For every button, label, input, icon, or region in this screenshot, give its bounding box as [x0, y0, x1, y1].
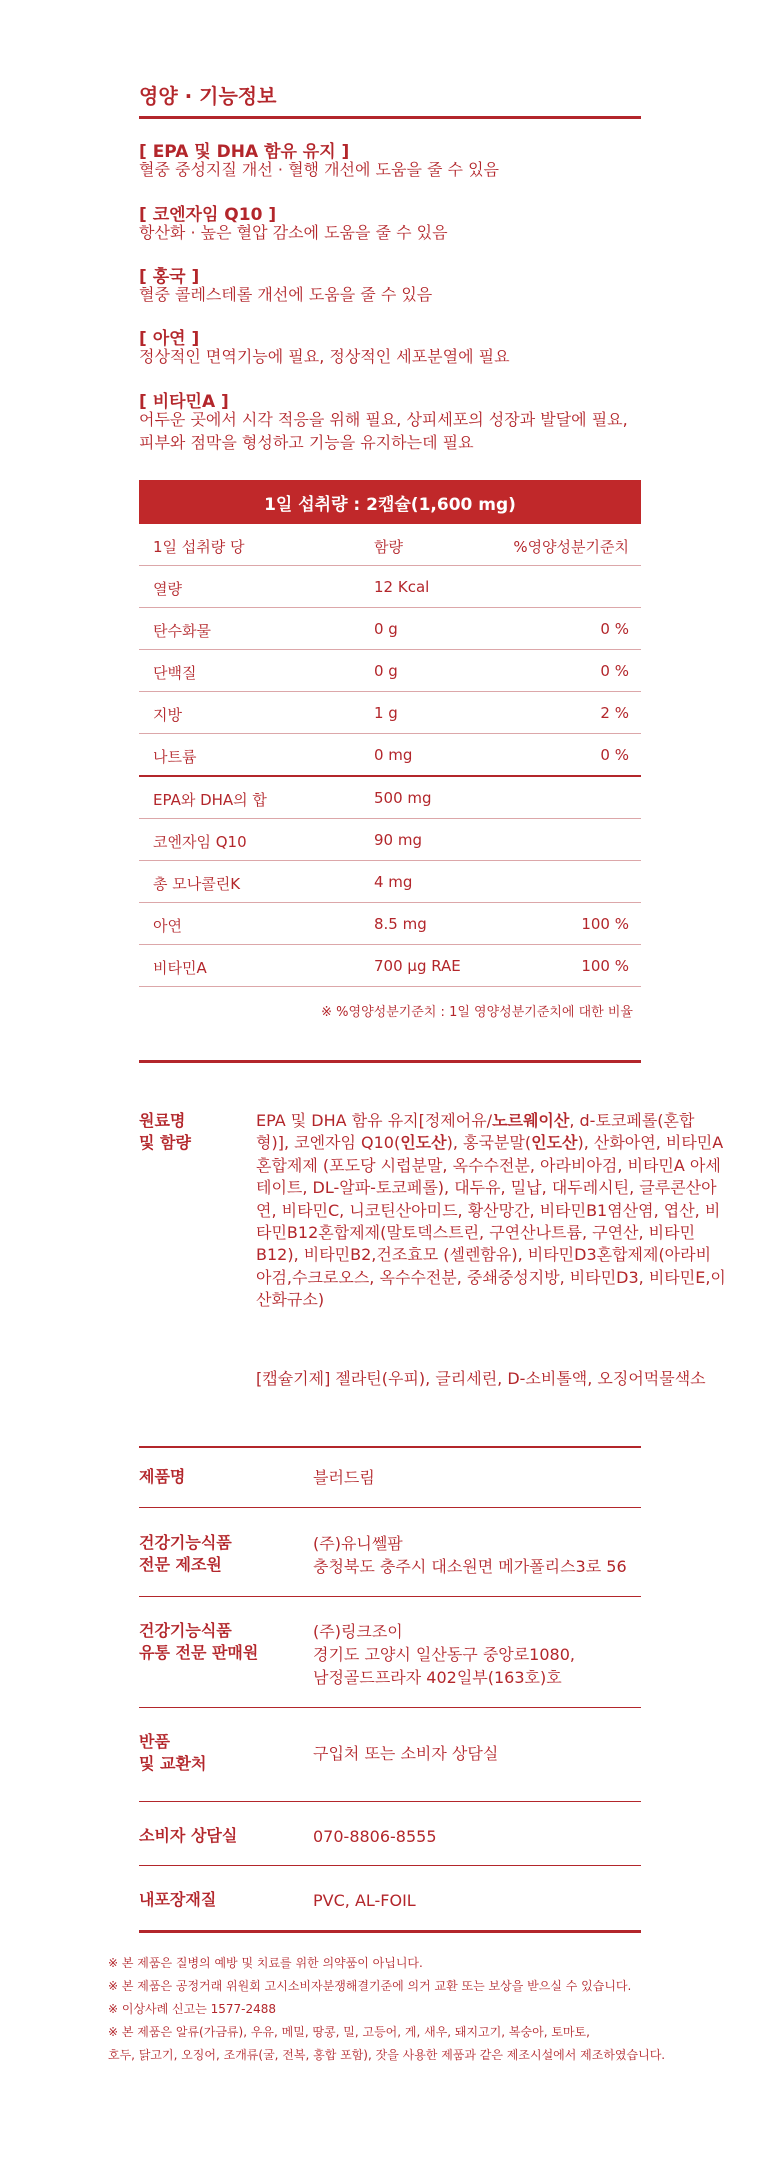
nutrient-name: 나트륨	[153, 748, 197, 766]
info-label: 제품명	[139, 1467, 186, 1486]
divider	[139, 1930, 641, 1933]
nutrition-note: ※ %영양성분기준치 : 1일 영양성분기준치에 대한 비율	[321, 1005, 633, 1020]
info-value-line: (주)유니쎌팜	[313, 1534, 403, 1553]
nutrient-name: 열량	[153, 580, 182, 598]
footnote: ※ 본 제품은 질병의 예방 및 치료를 위한 의약품이 아닙니다.	[108, 1956, 423, 1970]
table-row	[139, 650, 641, 692]
ingredients-label	[139, 1110, 191, 1154]
nutrient-name: 탄수화물	[153, 622, 211, 640]
divider	[139, 1801, 641, 1802]
divider	[139, 1865, 641, 1866]
nutrient-name: 총 모나콜린K	[153, 875, 241, 893]
nutrient-amount: 500 mg	[374, 789, 432, 807]
function-desc: 항산화 · 높은 혈압 감소에 도움을 줄 수 있음	[139, 223, 448, 242]
ingredients-text	[256, 1110, 726, 1312]
column-header: %영양성분기준치	[513, 538, 629, 556]
function-heading: [ 아연 ]	[139, 329, 200, 349]
ingredient-segment: ), 홍국분말(	[446, 1133, 532, 1153]
nutrient-pct: 0 %	[600, 620, 629, 638]
table-row	[139, 692, 641, 734]
info-label: 소비자 상담실	[139, 1826, 238, 1845]
nutrient-pct: 2 %	[600, 704, 629, 722]
info-value-line: (주)링크조이	[313, 1622, 403, 1641]
ingredient-origin: 인도산	[531, 1133, 578, 1153]
table-row	[139, 608, 641, 650]
footnote: ※ 이상사례 신고는 1577-2488	[108, 2002, 277, 2016]
divider	[139, 1507, 641, 1508]
function-desc: 피부와 점막을 형성하고 기능을 유지하는데 필요	[139, 433, 474, 452]
function-desc: 정상적인 면역기능에 필요, 정상적인 세포분열에 필요	[139, 347, 510, 366]
nutrition-header: 1일 섭취량 : 2캡슐(1,600 mg)	[139, 480, 641, 524]
table-row	[139, 566, 641, 608]
ingredient-origin: 노르웨이산	[492, 1111, 570, 1130]
nutrient-name: 코엔자임 Q10	[153, 833, 247, 851]
nutrient-amount: 1 g	[374, 704, 398, 722]
info-label	[139, 1620, 258, 1664]
info-value-line: 충청북도 충주시 대소원면 메가폴리스3로 56	[313, 1557, 627, 1576]
divider	[139, 1596, 641, 1597]
info-value: 070-8806-8555	[313, 1827, 437, 1846]
info-label-line: 반품	[139, 1732, 170, 1751]
column-header: 1일 섭취량 당	[153, 538, 245, 556]
info-label	[139, 1731, 206, 1775]
divider	[139, 116, 641, 119]
nutrient-name: 비타민A	[153, 959, 207, 977]
nutrient-amount: 4 mg	[374, 873, 413, 891]
table-row	[139, 945, 641, 987]
divider	[139, 1707, 641, 1708]
nutrient-name: 지방	[153, 706, 182, 724]
nutrient-name: 단백질	[153, 664, 197, 682]
function-desc: 어두운 곳에서 시각 적응을 위해 필요, 상피세포의 성장과 발달에 필요,	[139, 410, 628, 429]
function-heading: [ 코엔자임 Q10 ]	[139, 205, 277, 225]
divider	[139, 1060, 641, 1063]
nutrient-amount: 0 mg	[374, 746, 413, 764]
info-value-line: 남정골드프라자 402일부(163호)호	[313, 1668, 562, 1687]
info-label-line: 건강기능식품	[139, 1621, 232, 1640]
nutrient-pct: 100 %	[581, 957, 629, 975]
nutrient-amount: 700 μg RAE	[374, 957, 461, 975]
nutrient-amount: 0 g	[374, 620, 398, 638]
info-value	[313, 1532, 627, 1578]
ingredient-origin: 인도산	[400, 1133, 447, 1153]
ingredients-label-line: 및 함량	[139, 1133, 191, 1152]
column-header: 함량	[374, 538, 403, 556]
info-value: 구입처 또는 소비자 상담실	[313, 1744, 499, 1763]
function-heading: [ EPA 및 DHA 함유 유지 ]	[139, 142, 350, 162]
function-heading: [ 비타민A ]	[139, 392, 229, 412]
nutrient-amount: 0 g	[374, 662, 398, 680]
info-label-line: 및 교환처	[139, 1754, 207, 1773]
function-desc: 혈중 콜레스테롤 개선에 도움을 줄 수 있음	[139, 285, 433, 304]
footnote: 호두, 닭고기, 오징어, 조개류(굴, 전복, 홍합 포함), 잣을 사용한 제품과 같은 제조시설에서 제조하였습니다.	[108, 2048, 666, 2062]
table-row	[139, 861, 641, 903]
ingredients-label-line: 원료명	[139, 1111, 186, 1130]
footnote: ※ 본 제품은 알류(가금류), 우유, 메밀, 땅콩, 밀, 고등어, 게, 새우, 돼지고기, 복숭아, 토마토,	[108, 2025, 590, 2039]
info-value-line: 경기도 고양시 일산동구 중앙로1080,	[313, 1645, 575, 1664]
capsule-base: [캡슐기제] 젤라틴(우피), 글리세린, D-소비톨액, 오징어먹물색소	[256, 1369, 706, 1388]
nutrient-pct: 0 %	[600, 662, 629, 680]
footnote: ※ 본 제품은 공정거래 위원회 고시소비자분쟁해결기준에 의거 교환 또는 보상을 받으실 수 있습니다.	[108, 1979, 632, 1993]
info-label	[139, 1532, 232, 1576]
nutrient-name: 아연	[153, 917, 182, 935]
info-value: 블러드림	[313, 1468, 375, 1487]
section-title: 영양 · 기능정보	[139, 84, 277, 108]
nutrient-amount: 8.5 mg	[374, 915, 427, 933]
table-row	[139, 819, 641, 861]
ingredient-segment: , d-토코페롤(혼합형)], 코엔자임 Q10(	[256, 1111, 695, 1153]
nutrient-name: EPA와 DHA의 합	[153, 791, 267, 809]
table-row	[139, 777, 641, 819]
function-heading: [ 홍국 ]	[139, 267, 200, 287]
divider	[139, 1446, 641, 1448]
table-row	[139, 734, 641, 777]
function-desc: 혈중 중성지질 개선 · 혈행 개선에 도움을 줄 수 있음	[139, 160, 499, 179]
nutrient-pct: 0 %	[600, 746, 629, 764]
table-header-row	[139, 524, 641, 566]
info-label-line: 전문 제조원	[139, 1555, 222, 1574]
info-label-line: 유통 전문 판매원	[139, 1643, 259, 1662]
info-label-line: 건강기능식품	[139, 1533, 232, 1552]
table-row	[139, 903, 641, 945]
ingredient-segment: ), 산화아연, 비타민A혼합제제 (포도당 시럽분말, 옥수수전분, 아라비아검, 비타민A 아세테이트, DL-알파-토코페롤), 대두유, 밀납, 대두레시틴, 글루콘산아연, 비타민C, 니코틴산아미드, 황산망간, 비타민B1염산염, 엽산, 비타민B12혼합제제(말토덱스트린, 구연산나트륨, 구연산, 비타민B12), 비타민B2,건조효모 (셀렌함유), 비타민D3혼합제제(아라비아검,수크로오스, 옥수수전분, 중쇄중성지방, 비타민D3, 비타민E,이산화규소)	[256, 1133, 726, 1310]
info-value: PVC, AL-FOIL	[313, 1891, 416, 1910]
ingredient-segment: EPA 및 DHA 함유 유지[정제어유/	[256, 1111, 493, 1130]
info-label: 내포장재질	[139, 1890, 217, 1909]
nutrient-amount: 90 mg	[374, 831, 422, 849]
info-value	[313, 1620, 575, 1689]
nutrient-amount: 12 Kcal	[374, 578, 430, 596]
nutrition-table	[139, 480, 641, 987]
nutrient-pct: 100 %	[581, 915, 629, 933]
